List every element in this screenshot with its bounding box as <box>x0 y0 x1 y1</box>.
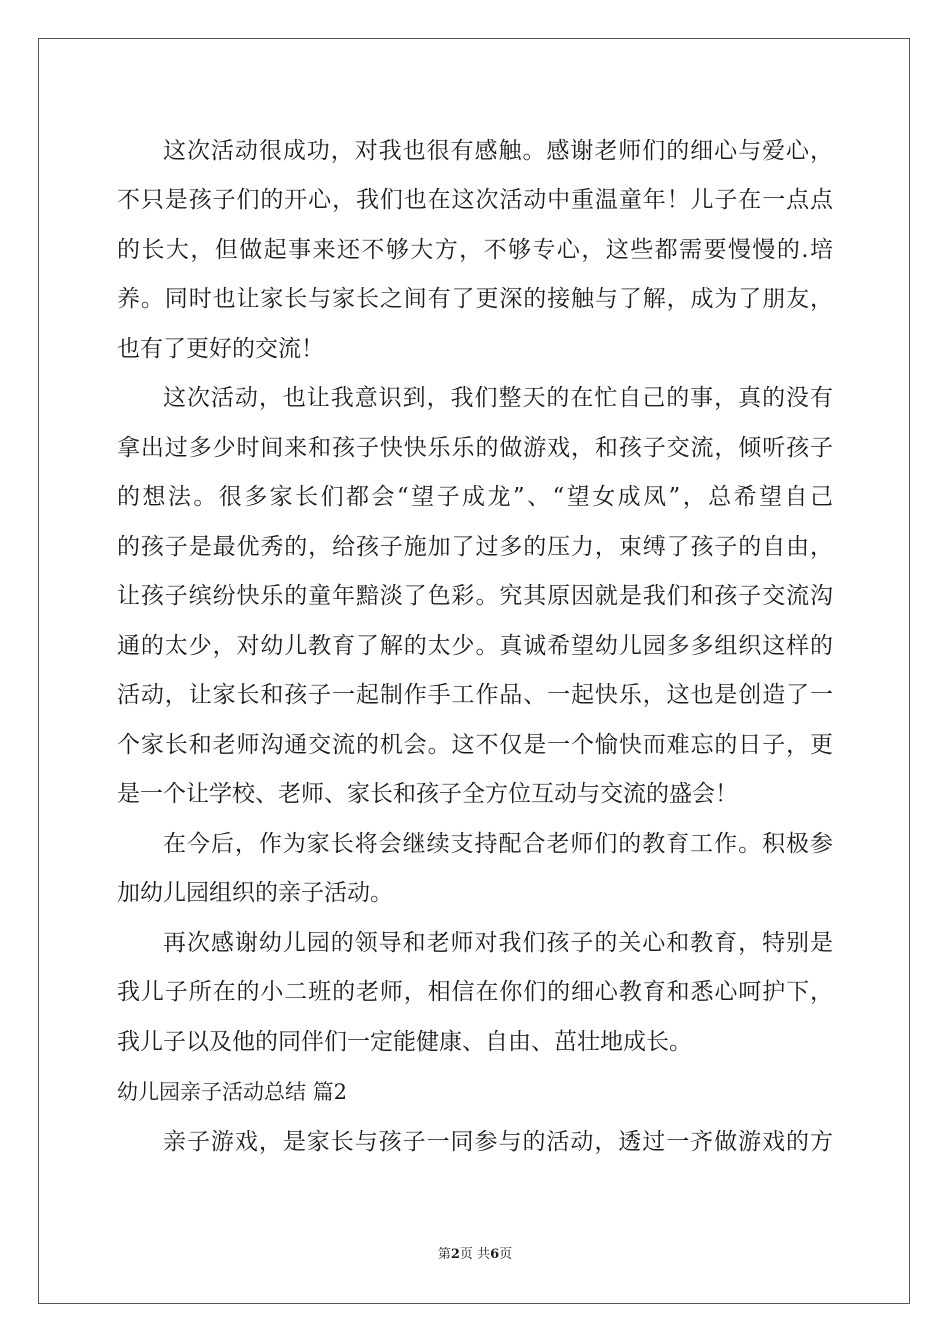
text-line: 是一个让学校、老师、家长和孩子全方位互动与交流的盛会！ <box>117 781 738 807</box>
page-footer <box>0 1247 950 1263</box>
text-line: 亲子游戏，是家长与孩子一同参与的活动，透过一齐做游戏的方 <box>163 1129 833 1155</box>
text-line: 再次感谢幼儿园的领导和老师对我们孩子的关心和教育，特别是 <box>163 930 833 956</box>
text-line: 的想法。很多家长们都会“望子成龙”、“望女成凤”，总希望自己 <box>117 484 833 510</box>
text-line: 活动，让家长和孩子一起制作手工作品、一起快乐，这也是创造了一 <box>117 682 833 708</box>
text-line: 不只是孩子们的开心，我们也在这次活动中重温童年！儿子在一点点 <box>117 187 833 213</box>
text-line: 通的太少，对幼儿教育了解的太少。真诚希望幼儿园多多组织这样的 <box>117 633 833 659</box>
text-line: 在今后，作为家长将会继续支持配合老师们的教育工作。积极参 <box>163 831 833 857</box>
text-line: 这次活动很成功，对我也很有感触。感谢老师们的细心与爱心， <box>163 138 833 164</box>
text-line: 让孩子缤纷快乐的童年黯淡了色彩。究其原因就是我们和孩子交流沟 <box>117 583 833 609</box>
text-line: 个家长和老师沟通交流的机会。这不仅是一个愉快而难忘的日子，更 <box>117 732 833 758</box>
text-line: 我儿子所在的小二班的老师，相信在你们的细心教育和悉心呵护下， <box>117 979 833 1005</box>
footer-suffix: 页 <box>499 1247 513 1262</box>
section-heading: 幼儿园亲子活动总结 篇2 <box>117 1080 348 1104</box>
text-line: 也有了更好的交流！ <box>117 336 324 362</box>
text-line: 的孩子是最优秀的，给孩子施加了过多的压力，束缚了孩子的自由， <box>117 534 833 560</box>
text-line: 拿出过多少时间来和孩子快快乐乐的做游戏，和孩子交流，倾听孩子 <box>117 435 833 461</box>
footer-total-pages: 6 <box>490 1247 500 1262</box>
footer-current-page: 2 <box>450 1247 460 1262</box>
text-line: 养。同时也让家长与家长之间有了更深的接触与了解，成为了朋友， <box>117 286 833 312</box>
text-line: 加幼儿园组织的亲子活动。 <box>117 880 393 906</box>
footer-prefix: 第 <box>437 1247 451 1262</box>
text-line: 这次活动，也让我意识到，我们整天的在忙自己的事，真的没有 <box>163 385 833 411</box>
page-frame <box>38 38 910 1304</box>
footer-mid: 页 共 <box>459 1247 491 1262</box>
text-line: 我儿子以及他的同伴们一定能健康、自由、茁壮地成长。 <box>117 1029 692 1055</box>
text-line: 的长大，但做起事来还不够大方，不够专心，这些都需要慢慢的.培 <box>117 237 833 263</box>
